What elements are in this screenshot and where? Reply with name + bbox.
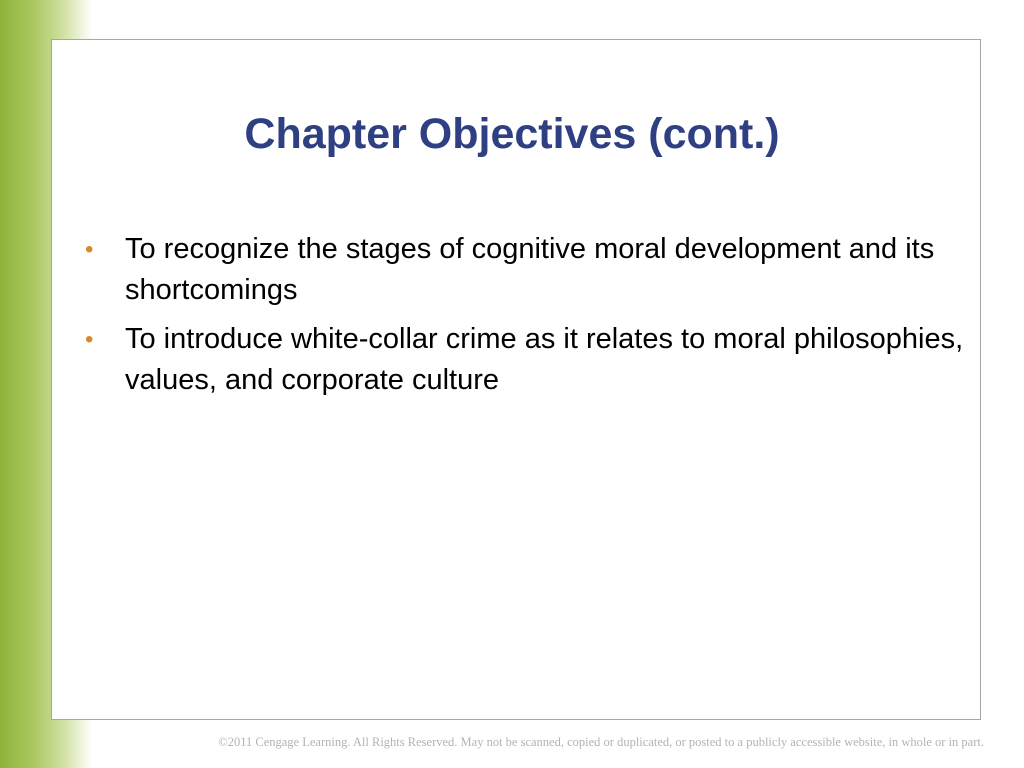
copyright-footer: ©2011 Cengage Learning. All Rights Reserved. May not be scanned, copied or duplicated, or posted to a publicly accessible website, in whole or in part.: [218, 735, 984, 749]
bullet-text: To introduce white-collar crime as it relates to moral philosophies, values, and corporate culture: [125, 323, 964, 396]
bullet-dot-icon: •: [85, 236, 94, 263]
slide-title: Chapter Objectives (cont.): [244, 110, 780, 158]
bullet-list: [85, 229, 965, 409]
bullet-item: [85, 319, 965, 401]
bullet-text: To recognize the stages of cognitive moral development and its shortcomings: [125, 233, 935, 306]
bullet-item: [85, 229, 965, 311]
bullet-dot-icon: •: [85, 326, 94, 353]
